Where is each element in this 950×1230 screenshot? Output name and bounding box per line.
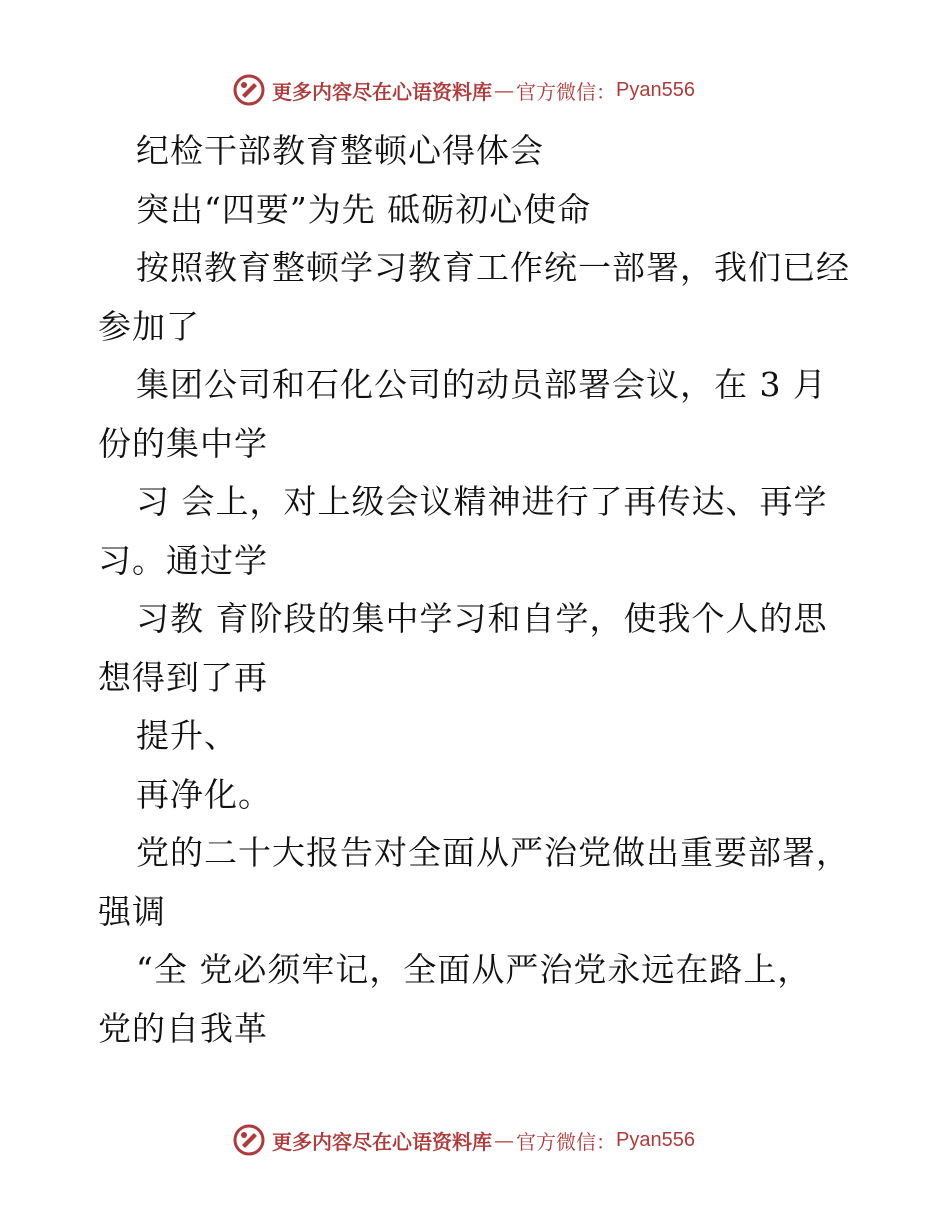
text-line: 按照教育整顿学习教育工作统一部署，我们已经 <box>136 248 850 287</box>
text-line: 集团公司和石化公司的动员部署会议，在 3 月 <box>136 365 827 404</box>
banner-wechat-label: 官方微信： <box>516 79 616 104</box>
text-line: 党的自我革 <box>98 1008 268 1048</box>
document-body <box>98 122 868 1058</box>
text-line: 参加了 <box>98 306 200 346</box>
banner-wechat-id: Pyan556 <box>616 78 695 101</box>
banner-wechat-id: Pyan556 <box>616 1128 695 1151</box>
text-line: “全 党必须牢记，全面从严治党永远在路上， <box>136 950 812 989</box>
banner-site-text: 更多内容尽在心语资料库 <box>272 79 492 104</box>
text-line: 党的二十大报告对全面从严治党做出重要部署， <box>136 833 850 872</box>
text-line: 习 会上，对上级会议精神进行了再传达、再学 <box>136 482 828 521</box>
text-line: 习教 育阶段的集中学习和自学，使我个人的思 <box>136 599 828 638</box>
text-line: 份的集中学 <box>98 423 268 463</box>
banner-separator: — <box>494 78 514 102</box>
text-line: 习。通过学 <box>98 540 268 580</box>
text-line: 再净化。 <box>136 774 272 814</box>
logo-icon <box>232 1123 266 1157</box>
banner-site-text: 更多内容尽在心语资料库 <box>272 1129 492 1154</box>
banner-wechat-label: 官方微信： <box>516 1129 616 1154</box>
document-title: 纪检干部教育整顿心得体会 <box>136 131 544 170</box>
header-banner <box>232 72 695 108</box>
document-subtitle: 突出“四要”为先 砥砺初心使命 <box>136 189 592 229</box>
logo-icon <box>232 73 266 107</box>
text-line: 想得到了再 <box>98 657 268 697</box>
banner-separator: — <box>494 1128 514 1152</box>
text-line: 强调 <box>98 891 166 931</box>
footer-banner <box>232 1122 695 1158</box>
text-line: 提升、 <box>136 716 238 755</box>
